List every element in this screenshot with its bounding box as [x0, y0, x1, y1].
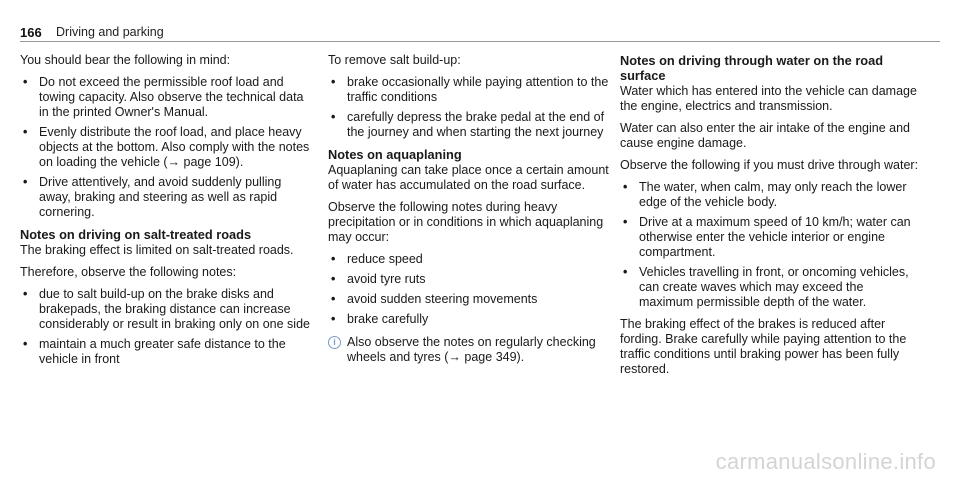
list-item: • brake carefully	[331, 312, 429, 326]
salt-roads-heading: Notes on driving on salt-treated roads	[20, 227, 252, 242]
bullet-icon: •	[23, 175, 28, 189]
tyre-check-note	[328, 335, 612, 365]
aquaplaning-intro: Observe the following notes during heavy precipitation or in conditions in which aquaplaning may occur:	[328, 200, 604, 244]
bullet-icon: •	[623, 265, 628, 279]
bullet-icon: •	[331, 272, 336, 286]
water-driving-heading: Notes on driving through water on the road surface	[620, 53, 884, 83]
bullet-icon: •	[331, 75, 336, 89]
col1-list	[20, 75, 312, 220]
list-item: • Vehicles travelling in front, or oncoming vehicles, can create waves which may exceed the maximum permissible depth of the water.	[623, 265, 909, 309]
col2-list	[328, 75, 612, 140]
aquaplaning-text: Aquaplaning can take place once a certain amount of water has accumulated on the road surface.	[328, 163, 609, 192]
column-2	[328, 53, 612, 365]
aquaplaning-list	[328, 252, 612, 327]
list-item: • Drive attentively, and avoid suddenly pulling away, braking and steering as well as rapid cornering.	[23, 175, 282, 219]
header-rule	[20, 41, 940, 42]
bullet-icon: •	[623, 215, 628, 229]
list-item: • maintain a much greater safe distance to the vehicle in front	[23, 337, 286, 366]
water-closing: The braking effect of the brakes is reduced after fording. Brake carefully while paying attention to the traffic conditions until braking power has been fully restored.	[620, 317, 907, 376]
bullet-icon: •	[331, 292, 336, 306]
bullet-icon: •	[23, 287, 28, 301]
bullet-icon: •	[23, 337, 28, 351]
bullet-icon: •	[331, 312, 336, 326]
section-title: Driving and parking	[56, 25, 164, 39]
list-item: • avoid sudden steering movements	[331, 292, 538, 306]
salt-roads-text: The braking effect is limited on salt-treated roads.	[20, 243, 294, 257]
info-icon: i	[328, 336, 341, 349]
bullet-icon: •	[331, 252, 336, 266]
list-item: • reduce speed	[331, 252, 423, 266]
water-intro: Observe the following if you must drive through water:	[620, 158, 919, 172]
bullet-icon: •	[331, 110, 336, 124]
col2-intro: To remove salt build-up:	[328, 53, 461, 67]
list-item: • Evenly distribute the roof load, and place heavy objects at the bottom. Also comply with the notes on loading the vehicle (→ page 109).	[23, 125, 310, 169]
page-header	[20, 18, 940, 38]
list-item: • Do not exceed the permissible roof load and towing capacity. Also observe the technical data in the printed Owner's Manual.	[23, 75, 304, 119]
list-item: • avoid tyre ruts	[331, 272, 426, 286]
list-item: • Drive at a maximum speed of 10 km/h; water can otherwise enter the vehicle interior or engine compartment.	[623, 215, 911, 259]
col1-intro: You should bear the following in mind:	[20, 53, 231, 67]
list-item: • carefully depress the brake pedal at the end of the journey and when starting the next journey	[331, 110, 605, 139]
column-1	[20, 53, 312, 374]
page-number: 166	[20, 25, 42, 40]
note-text: Also observe the notes on regularly checking wheels and tyres (→ page 349).	[347, 335, 596, 364]
watermark: carmanualsonline.info	[715, 449, 936, 474]
bullet-icon: •	[623, 180, 628, 194]
salt-roads-list	[20, 287, 312, 367]
water-list	[620, 180, 920, 310]
aquaplaning-heading: Notes on aquaplaning	[328, 147, 462, 162]
bullet-icon: •	[23, 125, 28, 139]
water-paragraph-1: Water which has entered into the vehicle can damage the engine, electrics and transmission.	[620, 84, 917, 113]
list-item: • due to salt build-up on the brake disks and brakepads, the braking distance can increase considerably or result in braking only on one side	[23, 287, 310, 331]
list-item: • brake occasionally while paying attention to the traffic conditions	[331, 75, 609, 104]
list-item: • The water, when calm, may only reach the lower edge of the vehicle body.	[623, 180, 907, 209]
water-paragraph-2: Water can also enter the air intake of the engine and cause engine damage.	[620, 121, 910, 150]
column-3	[620, 53, 920, 384]
salt-roads-intro: Therefore, observe the following notes:	[20, 265, 237, 279]
bullet-icon: •	[23, 75, 28, 89]
